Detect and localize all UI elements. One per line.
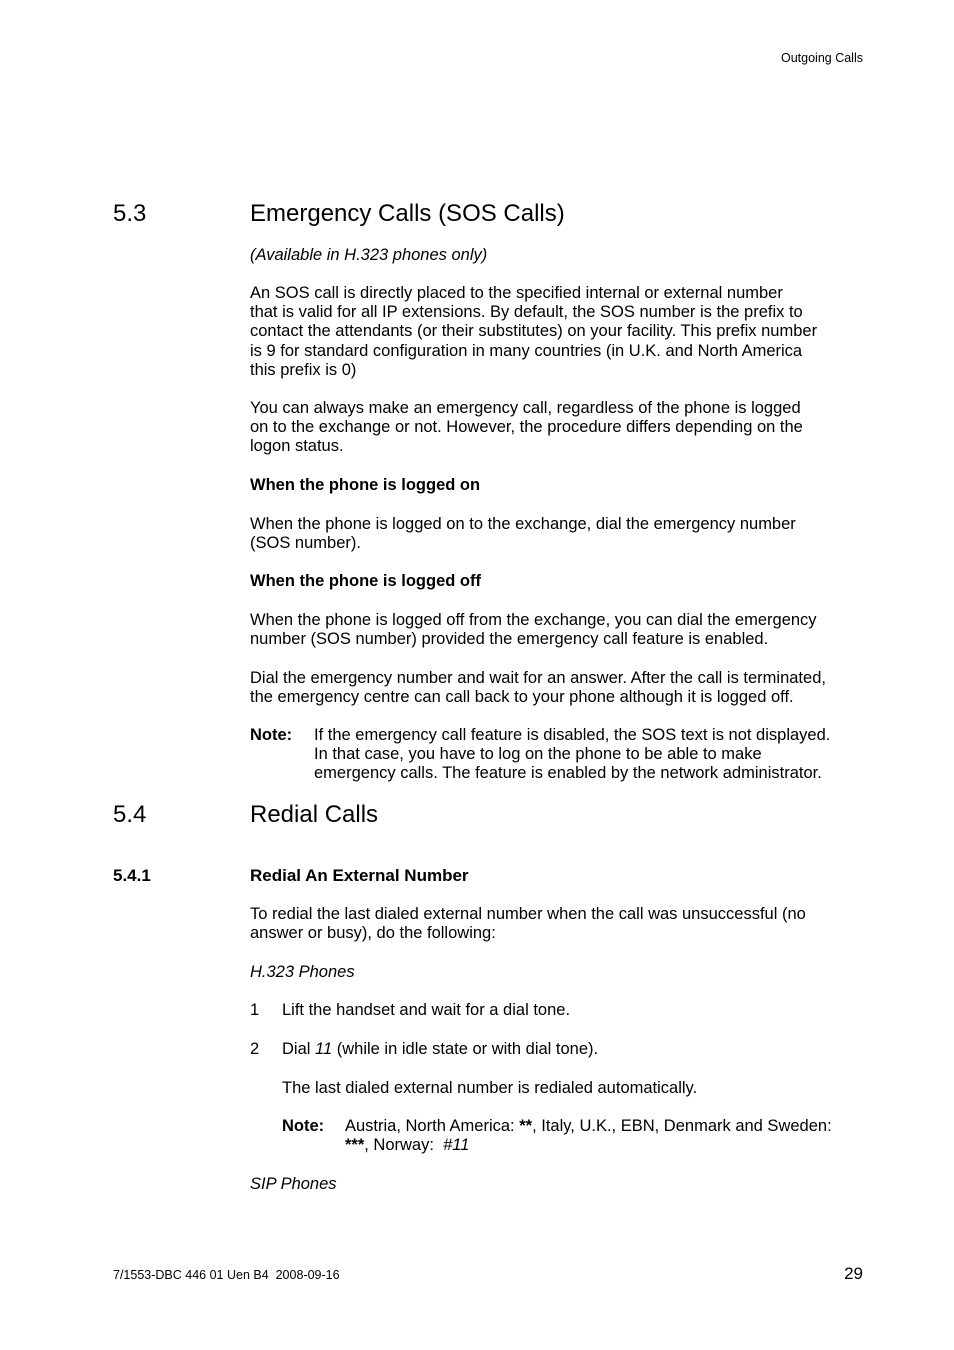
- section-title: Redial Calls: [250, 801, 379, 828]
- section-number: 5.3: [113, 200, 147, 227]
- step-text-post: (while in idle state or with dial tone).: [332, 1040, 599, 1058]
- text-line: If the emergency call feature is disabled, the SOS text is not displayed.: [314, 726, 831, 744]
- paragraph-redial-intro: [250, 905, 870, 943]
- text-line: this prefix is 0): [250, 360, 357, 379]
- code-norway: #11: [443, 1136, 470, 1155]
- text-line: answer or busy), do the following:: [250, 924, 496, 943]
- note-text: [345, 1117, 875, 1155]
- note-text-part: , Norway:: [364, 1136, 444, 1155]
- step-text-pre: Dial: [282, 1040, 316, 1058]
- text-line: (SOS number).: [250, 534, 361, 553]
- text-line: number (SOS number) provided the emergency call feature is enabled.: [250, 630, 769, 649]
- note-label: Note:: [250, 726, 293, 744]
- footer-doc-id: 7/1553-DBC 446 01 Uen B4 2008-09-16: [113, 1268, 340, 1282]
- availability-note: (Available in H.323 phones only): [250, 246, 488, 264]
- paragraph-logged-on: [250, 515, 870, 553]
- note-text: [314, 726, 874, 784]
- text-line: To redial the last dialed external number when the call was unsuccessful (no: [250, 905, 806, 923]
- subheading-logged-on: When the phone is logged on: [250, 476, 481, 494]
- text-line: An SOS call is directly placed to the specified internal or external number: [250, 284, 783, 302]
- step-result-text: The last dialed external number is redialed automatically.: [282, 1079, 698, 1097]
- step-text: Lift the handset and wait for a dial tone.: [282, 1001, 571, 1019]
- step-number: 2: [250, 1040, 260, 1058]
- text-line: emergency calls. The feature is enabled by the network administrator.: [314, 764, 822, 783]
- paragraph-emergency-always: [250, 399, 870, 457]
- text-line: [345, 1117, 875, 1136]
- running-header: Outgoing Calls: [781, 51, 863, 65]
- text-line: the emergency centre can call back to your phone although it is logged off.: [250, 688, 794, 707]
- text-line: When the phone is logged on to the exchange, dial the emergency number: [250, 515, 796, 533]
- section-number: 5.4: [113, 801, 147, 828]
- text-line: [345, 1136, 875, 1155]
- page-number: 29: [844, 1264, 863, 1283]
- step-number: 1: [250, 1001, 260, 1019]
- label-h323-phones: H.323 Phones: [250, 963, 355, 981]
- text-line: is 9 for standard configuration in many countries (in U.K. and North America: [250, 341, 803, 360]
- step-text: [282, 1040, 598, 1059]
- text-line: logon status.: [250, 437, 344, 456]
- subsection-number: 5.4.1: [113, 866, 151, 885]
- note-text-part: , Italy, U.K., EBN, Denmark and Sweden:: [532, 1117, 832, 1135]
- label-sip-phones: SIP Phones: [250, 1175, 337, 1193]
- text-line: on to the exchange or not. However, the procedure differs depending on the: [250, 418, 803, 437]
- note-text-part: Austria, North America:: [345, 1117, 520, 1135]
- code-italy: ***: [345, 1136, 365, 1155]
- subsection-title: Redial An External Number: [250, 866, 469, 885]
- paragraph-sos-intro: [250, 284, 870, 380]
- paragraph-dial-emergency: [250, 669, 875, 707]
- subheading-logged-off: When the phone is logged off: [250, 572, 481, 590]
- text-line: In that case, you have to log on the phone to be able to make: [314, 745, 762, 764]
- section-title: Emergency Calls (SOS Calls): [250, 200, 565, 227]
- note-label: Note:: [282, 1117, 325, 1135]
- paragraph-logged-off: [250, 611, 870, 649]
- code-austria: **: [519, 1117, 533, 1135]
- dial-code: 11: [315, 1040, 333, 1058]
- text-line: Dial the emergency number and wait for an answer. After the call is terminated,: [250, 669, 826, 687]
- text-line: You can always make an emergency call, regardless of the phone is logged: [250, 399, 801, 417]
- text-line: contact the attendants (or their substitutes) on your facility. This prefix number: [250, 322, 818, 341]
- text-line: When the phone is logged off from the exchange, you can dial the emergency: [250, 611, 817, 629]
- text-line: that is valid for all IP extensions. By default, the SOS number is the prefix to: [250, 303, 803, 322]
